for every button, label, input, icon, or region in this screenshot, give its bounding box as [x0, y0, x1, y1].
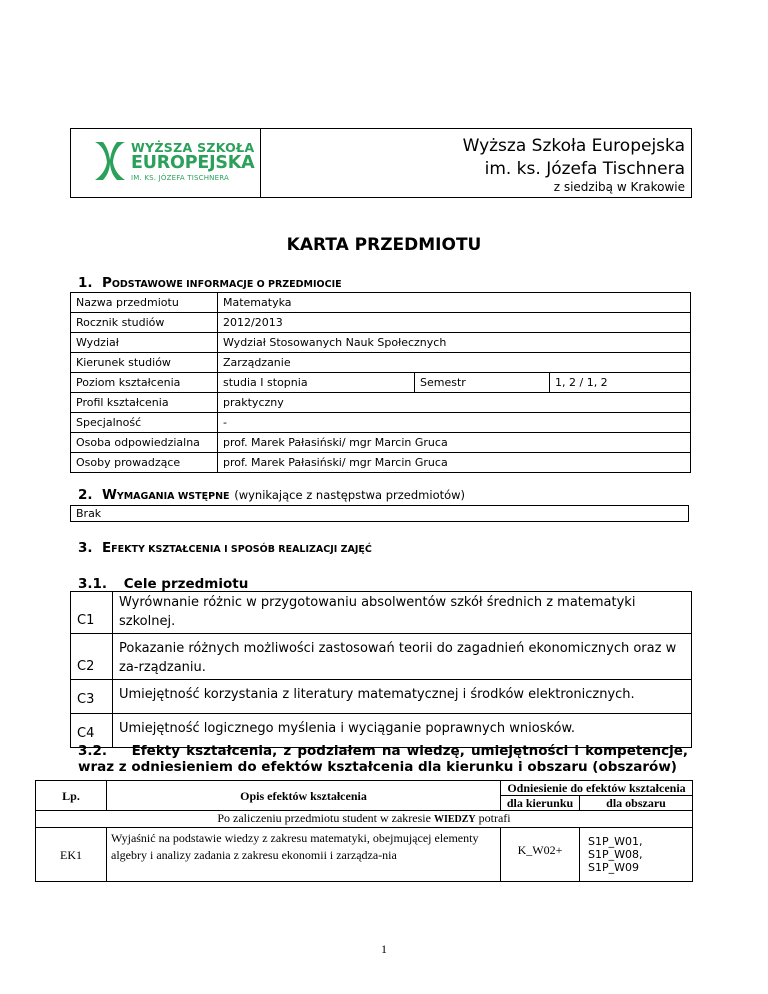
table-row [36, 828, 693, 882]
outcome-lp: EK1 [36, 828, 107, 882]
goal-code: C4 [71, 714, 113, 748]
goal-code: C2 [71, 634, 113, 680]
header-box [70, 128, 692, 198]
semester-label: Semestr [415, 373, 550, 393]
table-row [71, 634, 692, 680]
table-row [36, 811, 693, 828]
header-divider [260, 129, 261, 197]
school-seat: z siedzibą w Krakowie [553, 180, 685, 194]
info-label: Osoba odpowiedzialna [71, 433, 218, 453]
learning-outcomes-table [35, 780, 693, 882]
outcome-direction-ref: K_W02+ [501, 828, 580, 882]
logo-line-1: WYŻSZA SZKOŁA [131, 140, 255, 155]
section-3-1-number: 3.1. [78, 576, 108, 592]
table-row [71, 592, 692, 634]
section-3-2-title: Efekty kształcenia, z podziałem na wiedzę, umiejętności i kompetencje, wraz z odniesieniem do efektów kształcenia dla kierunku i obszaru (obszarów) [78, 743, 688, 775]
section-1-heading [78, 275, 342, 291]
section-2-cap: W [101, 487, 117, 503]
school-name-line-1: Wyższa Szkoła Europejska [462, 136, 685, 156]
goal-text: Umiejętność korzystania z literatury matematycznej i środków elektronicznych. [113, 680, 692, 714]
area-ref-item: S1P_W08, [588, 848, 643, 861]
area-ref-item: S1P_W09 [588, 861, 639, 874]
table-row [71, 393, 691, 413]
info-label: Profil kształcenia [71, 393, 218, 413]
knowledge-post: potrafi [478, 811, 511, 825]
info-value: 2012/2013 [218, 313, 691, 333]
info-value: - [218, 413, 691, 433]
info-value: Matematyka [218, 293, 691, 313]
logo-emblem-icon [93, 140, 127, 182]
table-header-row [36, 781, 693, 796]
outcome-area-ref [580, 828, 693, 882]
logo-line-3: IM. KS. JÓZEFA TISCHNERA [131, 174, 229, 182]
section-3-heading [78, 540, 372, 556]
info-value: praktyczny [218, 393, 691, 413]
info-value: prof. Marek Pałasiński/ mgr Marcin Gruca [218, 453, 691, 473]
info-label: Specjalność [71, 413, 218, 433]
logo-line-2: EUROPEJSKA [131, 153, 255, 173]
school-name [463, 135, 685, 181]
basic-info-table [70, 292, 691, 473]
prerequisites-box: Brak [70, 505, 689, 522]
school-logo [93, 137, 253, 189]
school-name-line-2: im. ks. Józefa Tischnera [484, 159, 685, 179]
section-1-cap: P [101, 275, 112, 291]
document-title: KARTA PRZEDMIOTU [286, 235, 482, 255]
info-label: Rocznik studiów [71, 313, 218, 333]
info-value: Zarządzanie [218, 353, 691, 373]
info-label: Osoby prowadzące [71, 453, 218, 473]
goal-text: Pokazanie różnych możliwości zastosowań teorii do zagadnień ekonomicznych oraz w za-rządzaniu. [113, 634, 692, 680]
table-row [71, 433, 691, 453]
col-reference-header: Odniesienie do efektów kształcenia [501, 781, 693, 796]
outcome-description: Wyjaśnić na podstawie wiedzy z zakresu matematyki, obejmującej elementy algebry i analizy zadania z zakresu ekonomii i zarządza-nia [107, 828, 501, 882]
goal-code: C3 [71, 680, 113, 714]
col-area-header: dla obszaru [580, 796, 693, 811]
table-row [71, 353, 691, 373]
semester-value: 1, 2 / 1, 2 [550, 373, 691, 393]
section-2-number: 2. [78, 487, 93, 503]
section-1-title: ODSTAWOWE INFORMACJE O PRZEDMIOCIE [111, 279, 342, 290]
section-1-number: 1. [78, 275, 93, 291]
info-label: Wydział [71, 333, 218, 353]
col-description-header: Opis efektów kształcenia [107, 781, 501, 811]
table-row [71, 373, 691, 393]
section-3-cap: E [101, 540, 112, 556]
col-direction-header: dla kierunku [501, 796, 580, 811]
section-2-title: YMAGANIA WSTĘPNE [116, 491, 230, 502]
info-value: prof. Marek Pałasiński/ mgr Marcin Gruca [218, 433, 691, 453]
table-row [71, 680, 692, 714]
info-value: Wydział Stosowanych Nauk Społecznych [218, 333, 691, 353]
page-number: 1 [381, 942, 387, 956]
goal-text: Umiejętność logicznego myślenia i wyciąganie poprawnych wniosków. [113, 714, 692, 748]
area-ref-item: S1P_W01, [588, 835, 643, 848]
section-3-title: FEKTY KSZTAŁCENIA I SPOSÓB REALIZACJI ZAJĘĆ [111, 544, 372, 555]
section-3-2-heading [78, 743, 688, 775]
table-row [71, 453, 691, 473]
table-row [71, 413, 691, 433]
section-2-heading [78, 487, 465, 503]
goal-text: Wyrównanie różnic w przygotowaniu absolwentów szkół średnich z matematyki szkolnej. [113, 592, 692, 634]
table-row [71, 313, 691, 333]
section-3-2-number: 3.2. [78, 743, 108, 759]
knowledge-pre: Po zaliczeniu przedmiotu student w zakresie [217, 811, 431, 825]
section-3-1-title: Cele przedmiotu [123, 576, 249, 592]
info-label: Poziom kształcenia [71, 373, 218, 393]
section-3-1-heading [78, 576, 248, 592]
knowledge-word: WIEDZY [433, 814, 476, 825]
col-lp-header: Lp. [36, 781, 107, 811]
goals-table [70, 591, 692, 748]
section-2-note: (wynikające z następstwa przedmiotów) [234, 488, 466, 502]
info-value: studia I stopnia [218, 373, 415, 393]
goal-code: C1 [71, 592, 113, 634]
section-3-number: 3. [78, 540, 93, 556]
table-row [71, 293, 691, 313]
info-label: Nazwa przedmiotu [71, 293, 218, 313]
table-row [71, 333, 691, 353]
knowledge-subheader [36, 811, 693, 828]
info-label: Kierunek studiów [71, 353, 218, 373]
